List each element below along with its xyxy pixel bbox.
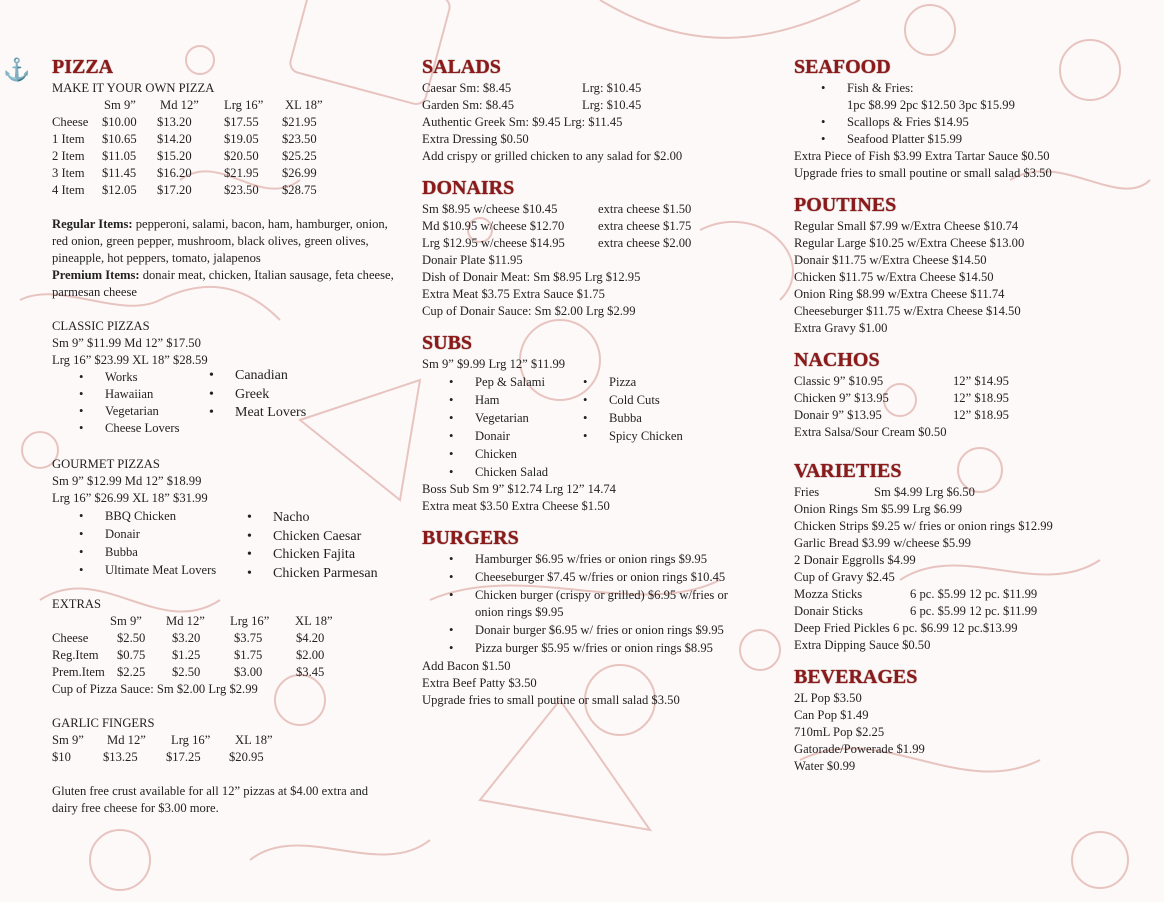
gourmet-line2: Lrg 16” $26.99 XL 18” $31.99 [52,491,208,505]
subs-sizes: Sm 9” $9.99 Lrg 12” $11.99 [422,357,566,371]
variety-item: Chicken Strips $9.25 w/ fries or onion rings $12.99 [794,519,1053,533]
price: $13.20 [157,115,192,129]
beverage-item: Water $0.99 [794,759,856,773]
price: Md $10.95 w/cheese $12.70 [422,219,565,233]
seafood-platter: • Seafood Platter $15.99 [847,131,1144,148]
price: $10.65 [102,132,137,146]
size-label: Lrg 16” [230,614,270,628]
size-label: Lrg 16” [171,733,211,747]
size-label: Sm 9” [110,614,142,628]
classic-list [52,369,402,439]
garlic-prices [52,749,402,766]
price-row [52,148,402,165]
pizza-price-table [52,114,402,199]
price: $3.45 [296,665,325,679]
variety-item: Cup of Gravy $2.45 [794,570,895,584]
price: $3.00 [234,665,263,679]
dipping-sauce: Extra Dipping Sauce $0.50 [794,638,931,652]
row-label: 3 Item [52,166,85,180]
list-item: • Chicken Caesar [273,528,378,547]
poutine-item: Onion Ring $8.99 w/Extra Cheese $11.74 [794,287,1005,301]
price: $20.50 [224,149,259,163]
price: $2.25 [117,665,146,679]
price: Classic 9” $10.95 [794,374,884,388]
add-chicken: Add crispy or grilled chicken to any salad for $2.00 [422,149,683,163]
size-label: Md 12” [166,614,205,628]
premium-items: Premium Items: donair meat, chicken, Italian sausage, feta cheese, parmesan cheese [52,268,394,299]
donair-row [422,201,772,218]
list-item: • Chicken Salad [475,463,548,481]
list-item: • Donair [475,427,548,445]
price-row [52,131,402,148]
burger-item: • Pizza burger $5.95 w/fries or onion rings $8.95 [475,640,735,657]
price: extra cheese $1.75 [598,219,692,233]
row-label: 2 Item [52,149,85,163]
nacho-row [794,373,1144,390]
poutine-item: Chicken $11.75 w/Extra Cheese $14.50 [794,270,994,284]
classic-pizzas-heading: CLASSIC PIZZAS [52,319,150,333]
list-item: • Pep & Salami [475,373,548,391]
fries-row: Fries Sm $4.99 Lrg $6.50 [794,485,975,499]
price: $23.50 [282,132,317,146]
seafood-extra: Extra Piece of Fish $3.99 Extra Tartar Sauce $0.50 [794,149,1050,163]
price: $4.20 [296,631,325,645]
price: $10 [52,750,71,764]
subs-extra: Extra meat $3.50 Extra Cheese $1.50 [422,499,610,513]
price-row [52,182,402,199]
price: extra cheese $1.50 [598,202,692,216]
price-row [52,664,402,681]
poutine-item: Cheeseburger $11.75 w/Extra Cheese $14.50 [794,304,1021,318]
price: $2.50 [117,631,146,645]
list-item: • Vegetarian [475,409,548,427]
donair-sticks-row: Donair Sticks 6 pc. $5.99 12 pc. $11.99 [794,604,1038,618]
list-item: • Donair [105,525,216,543]
list-item: • Vegetarian [105,403,180,420]
price: $0.75 [117,648,146,662]
poutine-item: Donair $11.75 w/Extra Cheese $14.50 [794,253,987,267]
price: $11.05 [102,149,137,163]
gourmet-line1: Sm 9” $12.99 Md 12” $18.99 [52,474,202,488]
size-label: Md 12” [107,733,146,747]
nacho-extra: Extra Salsa/Sour Cream $0.50 [794,425,947,439]
size-label: XL 18” [235,733,273,747]
price-row [52,114,402,131]
anchor-icon: ⚓ [3,57,31,82]
price: $3.20 [172,631,201,645]
price: 12” $18.95 [953,391,1009,405]
nacho-list [794,373,1144,424]
list-item: • Bubba [105,543,216,561]
list-item: • Nacho [273,509,378,528]
pizza-sauce: Cup of Pizza Sauce: Sm $2.00 Lrg $2.99 [52,682,258,696]
size-label: Lrg 16” [224,98,264,112]
price: $23.50 [224,183,259,197]
list-item: • Chicken Parmesan [273,565,378,584]
boss-sub: Boss Sub Sm 9” $12.74 Lrg 12” 14.74 [422,482,616,496]
salads-heading: SALADS [422,56,501,78]
price: $13.25 [103,750,138,764]
list-item: • Hawaiian [105,386,180,403]
row-label: Reg.Item [52,648,99,662]
beverage-item: 2L Pop $3.50 [794,691,862,705]
row-label: Prem.Item [52,665,105,679]
classic-line2: Lrg 16” $23.99 XL 18” $28.59 [52,353,208,367]
nacho-row [794,407,1144,424]
row-label: 4 Item [52,183,85,197]
price: $25.25 [282,149,317,163]
pizza-heading: PIZZA [52,56,114,78]
price: $14.20 [157,132,192,146]
price: $17.25 [166,750,201,764]
garden-row: Garden Sm: $8.45 Lrg: $10.45 [422,98,642,112]
price: $2.00 [296,648,325,662]
price: $19.05 [224,132,259,146]
beverage-item: Can Pop $1.49 [794,708,869,722]
varieties-heading: VARIETIES [794,460,902,482]
nachos-heading: NACHOS [794,349,880,371]
subs-list [422,373,772,481]
poutine-item: Regular Large $10.25 w/Extra Cheese $13.00 [794,236,1025,250]
gluten-free-note: Gluten free crust available for all 12” pizzas at $4.00 extra and dairy free cheese for $3.00 more. [52,784,369,815]
fried-pickles: Deep Fried Pickles 6 pc. $6.99 12 pc.$13.99 [794,621,1018,635]
list-item: • Chicken Fajita [273,546,378,565]
greek-row: Authentic Greek Sm: $9.45 Lrg: $11.45 [422,115,623,129]
burger-upgrade: Upgrade fries to small poutine or small salad $3.50 [422,693,680,707]
list-item: • Bubba [609,409,683,427]
list-item: • BBQ Chicken [105,507,216,525]
nacho-row [794,390,1144,407]
row-label: Cheese [52,631,89,645]
donair-dish: Dish of Donair Meat: Sm $8.95 Lrg $12.95 [422,270,641,284]
price: Sm $8.95 w/cheese $10.45 [422,202,558,216]
price-row [52,647,402,664]
price: $3.75 [234,631,263,645]
price-row [52,630,402,647]
gourmet-list [52,507,402,579]
poutines-heading: POUTINES [794,194,897,216]
burger-item: • Donair burger $6.95 w/ fries or onion rings $9.95 [475,622,735,639]
burger-list [422,551,735,657]
price: $12.05 [102,183,137,197]
extra-dressing: Extra Dressing $0.50 [422,132,529,146]
list-item: • Spicy Chicken [609,427,683,445]
donair-extra: Extra Meat $3.75 Extra Sauce $1.75 [422,287,605,301]
pizza-size-header [52,97,402,114]
poutine-item: Extra Gravy $1.00 [794,321,888,335]
price: $26.99 [282,166,317,180]
extra-patty: Extra Beef Patty $3.50 [422,676,537,690]
price: Lrg $12.95 w/cheese $14.95 [422,236,565,250]
caesar-row: Caesar Sm: $8.45 Lrg: $10.45 [422,81,642,95]
beverage-item: 710mL Pop $2.25 [794,725,885,739]
price: $15.20 [157,149,192,163]
column-pizza [52,56,402,817]
beverage-item: Gatorade/Powerade $1.99 [794,742,925,756]
list-item: • Meat Lovers [235,404,306,423]
column-seafood-drinks [794,56,1144,775]
subs-heading: SUBS [422,332,473,354]
donairs-heading: DONAIRS [422,177,515,199]
price-row [52,165,402,182]
size-label: Md 12” [160,98,199,112]
row-label: Cheese [52,115,89,129]
size-label: XL 18” [295,614,333,628]
column-salads-subs [422,56,772,709]
fish-prices: 1pc $8.99 2pc $12.50 3pc $15.99 [847,98,1015,112]
price: $1.25 [172,648,201,662]
price: $2.50 [172,665,201,679]
poutine-item: Regular Small $7.99 w/Extra Cheese $10.74 [794,219,1019,233]
size-label: Sm 9” [104,98,136,112]
variety-item: 2 Donair Eggrolls $4.99 [794,553,916,567]
price: $11.45 [102,166,137,180]
regular-items: Regular Items: pepperoni, salami, bacon, ham, hamburger, onion, red onion, green pepper, mushroom, black olives, green olives, pineapple, hot peppers, tomato, jalapenos [52,217,388,265]
price: $16.20 [157,166,192,180]
variety-list [794,501,1144,586]
size-label: Sm 9” [52,733,84,747]
donair-price-rows [422,201,772,252]
beverage-list [794,690,1144,775]
price: Chicken 9” $13.95 [794,391,889,405]
list-item: • Pizza [609,373,683,391]
list-item: • Chicken [475,445,548,463]
classic-line1: Sm 9” $11.99 Md 12” $17.50 [52,336,201,350]
fish-fries: • Fish & Fries: [847,80,1144,97]
mozza-row: Mozza Sticks 6 pc. $5.99 12 pc. $11.99 [794,587,1038,601]
beverages-heading: BEVERAGES [794,666,918,688]
burgers-heading: BURGERS [422,527,519,549]
price: $17.20 [157,183,192,197]
burger-item: • Chicken burger (crispy or grilled) $6.95 w/fries or onion rings $9.95 [475,587,735,621]
price: $21.95 [224,166,259,180]
extras-heading: EXTRAS [52,597,101,611]
extras-size-header [52,613,402,630]
list-item: • Ultimate Meat Lovers [105,561,216,579]
price: $28.75 [282,183,317,197]
price: $1.75 [234,648,263,662]
poutine-list [794,218,1144,337]
list-item: • Works [105,369,180,386]
price: $20.95 [229,750,264,764]
burger-item: • Cheeseburger $7.45 w/fries or onion rings $10.45 [475,569,735,586]
list-item: • Cold Cuts [609,391,683,409]
scallops: • Scallops & Fries $14.95 [847,114,1144,131]
variety-item: Onion Rings Sm $5.99 Lrg $6.99 [794,502,963,516]
garlic-size-header [52,732,402,749]
list-item: • Ham [475,391,548,409]
seafood-heading: SEAFOOD [794,56,891,78]
donair-plate: Donair Plate $11.95 [422,253,523,267]
byo-label: MAKE IT YOUR OWN PIZZA [52,81,215,95]
price: $17.55 [224,115,259,129]
size-label: XL 18” [285,98,323,112]
price: $21.95 [282,115,317,129]
extras-price-table [52,630,402,681]
list-item: • Cheese Lovers [105,420,180,437]
price: Donair 9” $13.95 [794,408,882,422]
gourmet-pizzas-heading: GOURMET PIZZAS [52,457,160,471]
list-item: • Greek [235,386,306,405]
donair-row [422,218,772,235]
price: $10.00 [102,115,137,129]
burger-item: • Hamburger $6.95 w/fries or onion rings $9.95 [475,551,735,568]
donair-sauce: Cup of Donair Sauce: Sm $2.00 Lrg $2.99 [422,304,636,318]
donair-row [422,235,772,252]
garlic-fingers-heading: GARLIC FINGERS [52,716,155,730]
variety-item: Garlic Bread $3.99 w/cheese $5.99 [794,536,971,550]
price: 12” $18.95 [953,408,1009,422]
price: extra cheese $2.00 [598,236,692,250]
list-item: • Canadian [235,367,306,386]
add-bacon: Add Bacon $1.50 [422,659,511,673]
row-label: 1 Item [52,132,85,146]
seafood-upgrade: Upgrade fries to small poutine or small salad $3.50 [794,166,1052,180]
price: 12” $14.95 [953,374,1009,388]
